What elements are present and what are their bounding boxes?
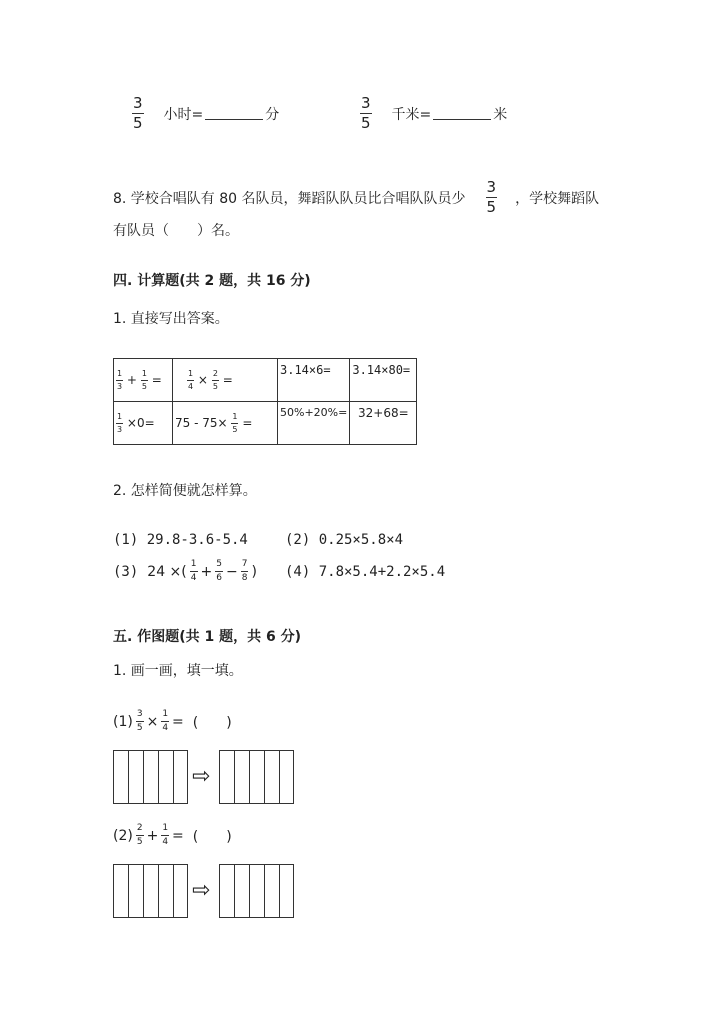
calc-cell[interactable]: 3.14×80=	[350, 359, 417, 402]
section-4-q2-title: 2. 怎样简便就怎样算。	[113, 483, 257, 499]
problem-3: (3) 24 ×( $\frac{1}{4}$ + $\frac{5}{6}$ − $\frac{7}{8}$ )	[113, 559, 257, 583]
arrow-icon: ⇨	[192, 878, 211, 903]
calc-cell[interactable]: 32+68=	[350, 402, 417, 445]
drawing-question-2: (2) $\frac{2}{5}$ + $\frac{1}{4}$ = ( )	[113, 823, 232, 847]
fraction: $\frac{3}{5}$	[486, 178, 497, 216]
calc-cell[interactable]: $\frac{1}{3}$ ×0=	[114, 402, 173, 445]
fraction: $\frac{3}{5}$	[361, 94, 371, 132]
fraction-grid[interactable]	[219, 750, 294, 804]
section-4-title: 四. 计算题(共 2 题，共 16 分)	[113, 273, 311, 289]
question-8-line1	[113, 180, 599, 215]
fraction-grid[interactable]	[113, 750, 188, 804]
problem-2: (2) 0.25×5.8×4	[285, 532, 404, 548]
question-text: 8. 学校合唱队有 80 名队员，舞蹈队队员比合唱队队员少	[113, 190, 466, 207]
calc-cell[interactable]: $\frac{1}{3}$ + $\frac{1}{5}$ =	[114, 359, 173, 402]
calc-cell[interactable]: 3.14×6=	[278, 359, 350, 402]
answer-blank[interactable]	[433, 107, 491, 120]
conversion-text: 千米=	[391, 106, 432, 123]
fraction-grid[interactable]	[219, 864, 294, 918]
section-5-q1-title: 1. 画一画，填一填。	[113, 663, 243, 679]
calc-cell[interactable]: 50%+20%=	[278, 402, 350, 445]
section-4-q1-title: 1. 直接写出答案。	[113, 311, 229, 327]
answer-blank[interactable]	[205, 107, 263, 120]
conversion-item-1	[132, 96, 279, 131]
fraction-grid[interactable]	[113, 864, 188, 918]
calc-cell[interactable]: $\frac{1}{4}$ × $\frac{2}{5}$ =	[173, 359, 278, 402]
fraction: $\frac{3}{5}$	[133, 94, 143, 132]
section-5-title: 五. 作图题(共 1 题，共 6 分)	[113, 629, 301, 645]
drawing-question-1: (1) $\frac{3}{5}$ × $\frac{1}{4}$ = ( )	[113, 709, 232, 733]
calculation-table	[113, 358, 417, 445]
problem-1: (1) 29.8-3.6-5.4	[113, 532, 248, 548]
conversion-text: 小时=	[163, 106, 204, 123]
problem-4: (4) 7.8×5.4+2.2×5.4	[285, 564, 446, 580]
question-8-line2: 有队员（ ）名。	[113, 223, 239, 239]
unit-text: 米	[493, 106, 508, 123]
answer-paren[interactable]: ( )	[192, 714, 232, 731]
conversion-item-2	[360, 96, 507, 131]
arrow-icon: ⇨	[192, 764, 211, 789]
question-text: ，学校舞蹈队	[515, 190, 600, 207]
unit-text: 分	[265, 106, 280, 123]
answer-paren[interactable]: ( )	[192, 828, 232, 845]
calc-cell[interactable]: 75 - 75× $\frac{1}{5}$ =	[173, 402, 278, 445]
